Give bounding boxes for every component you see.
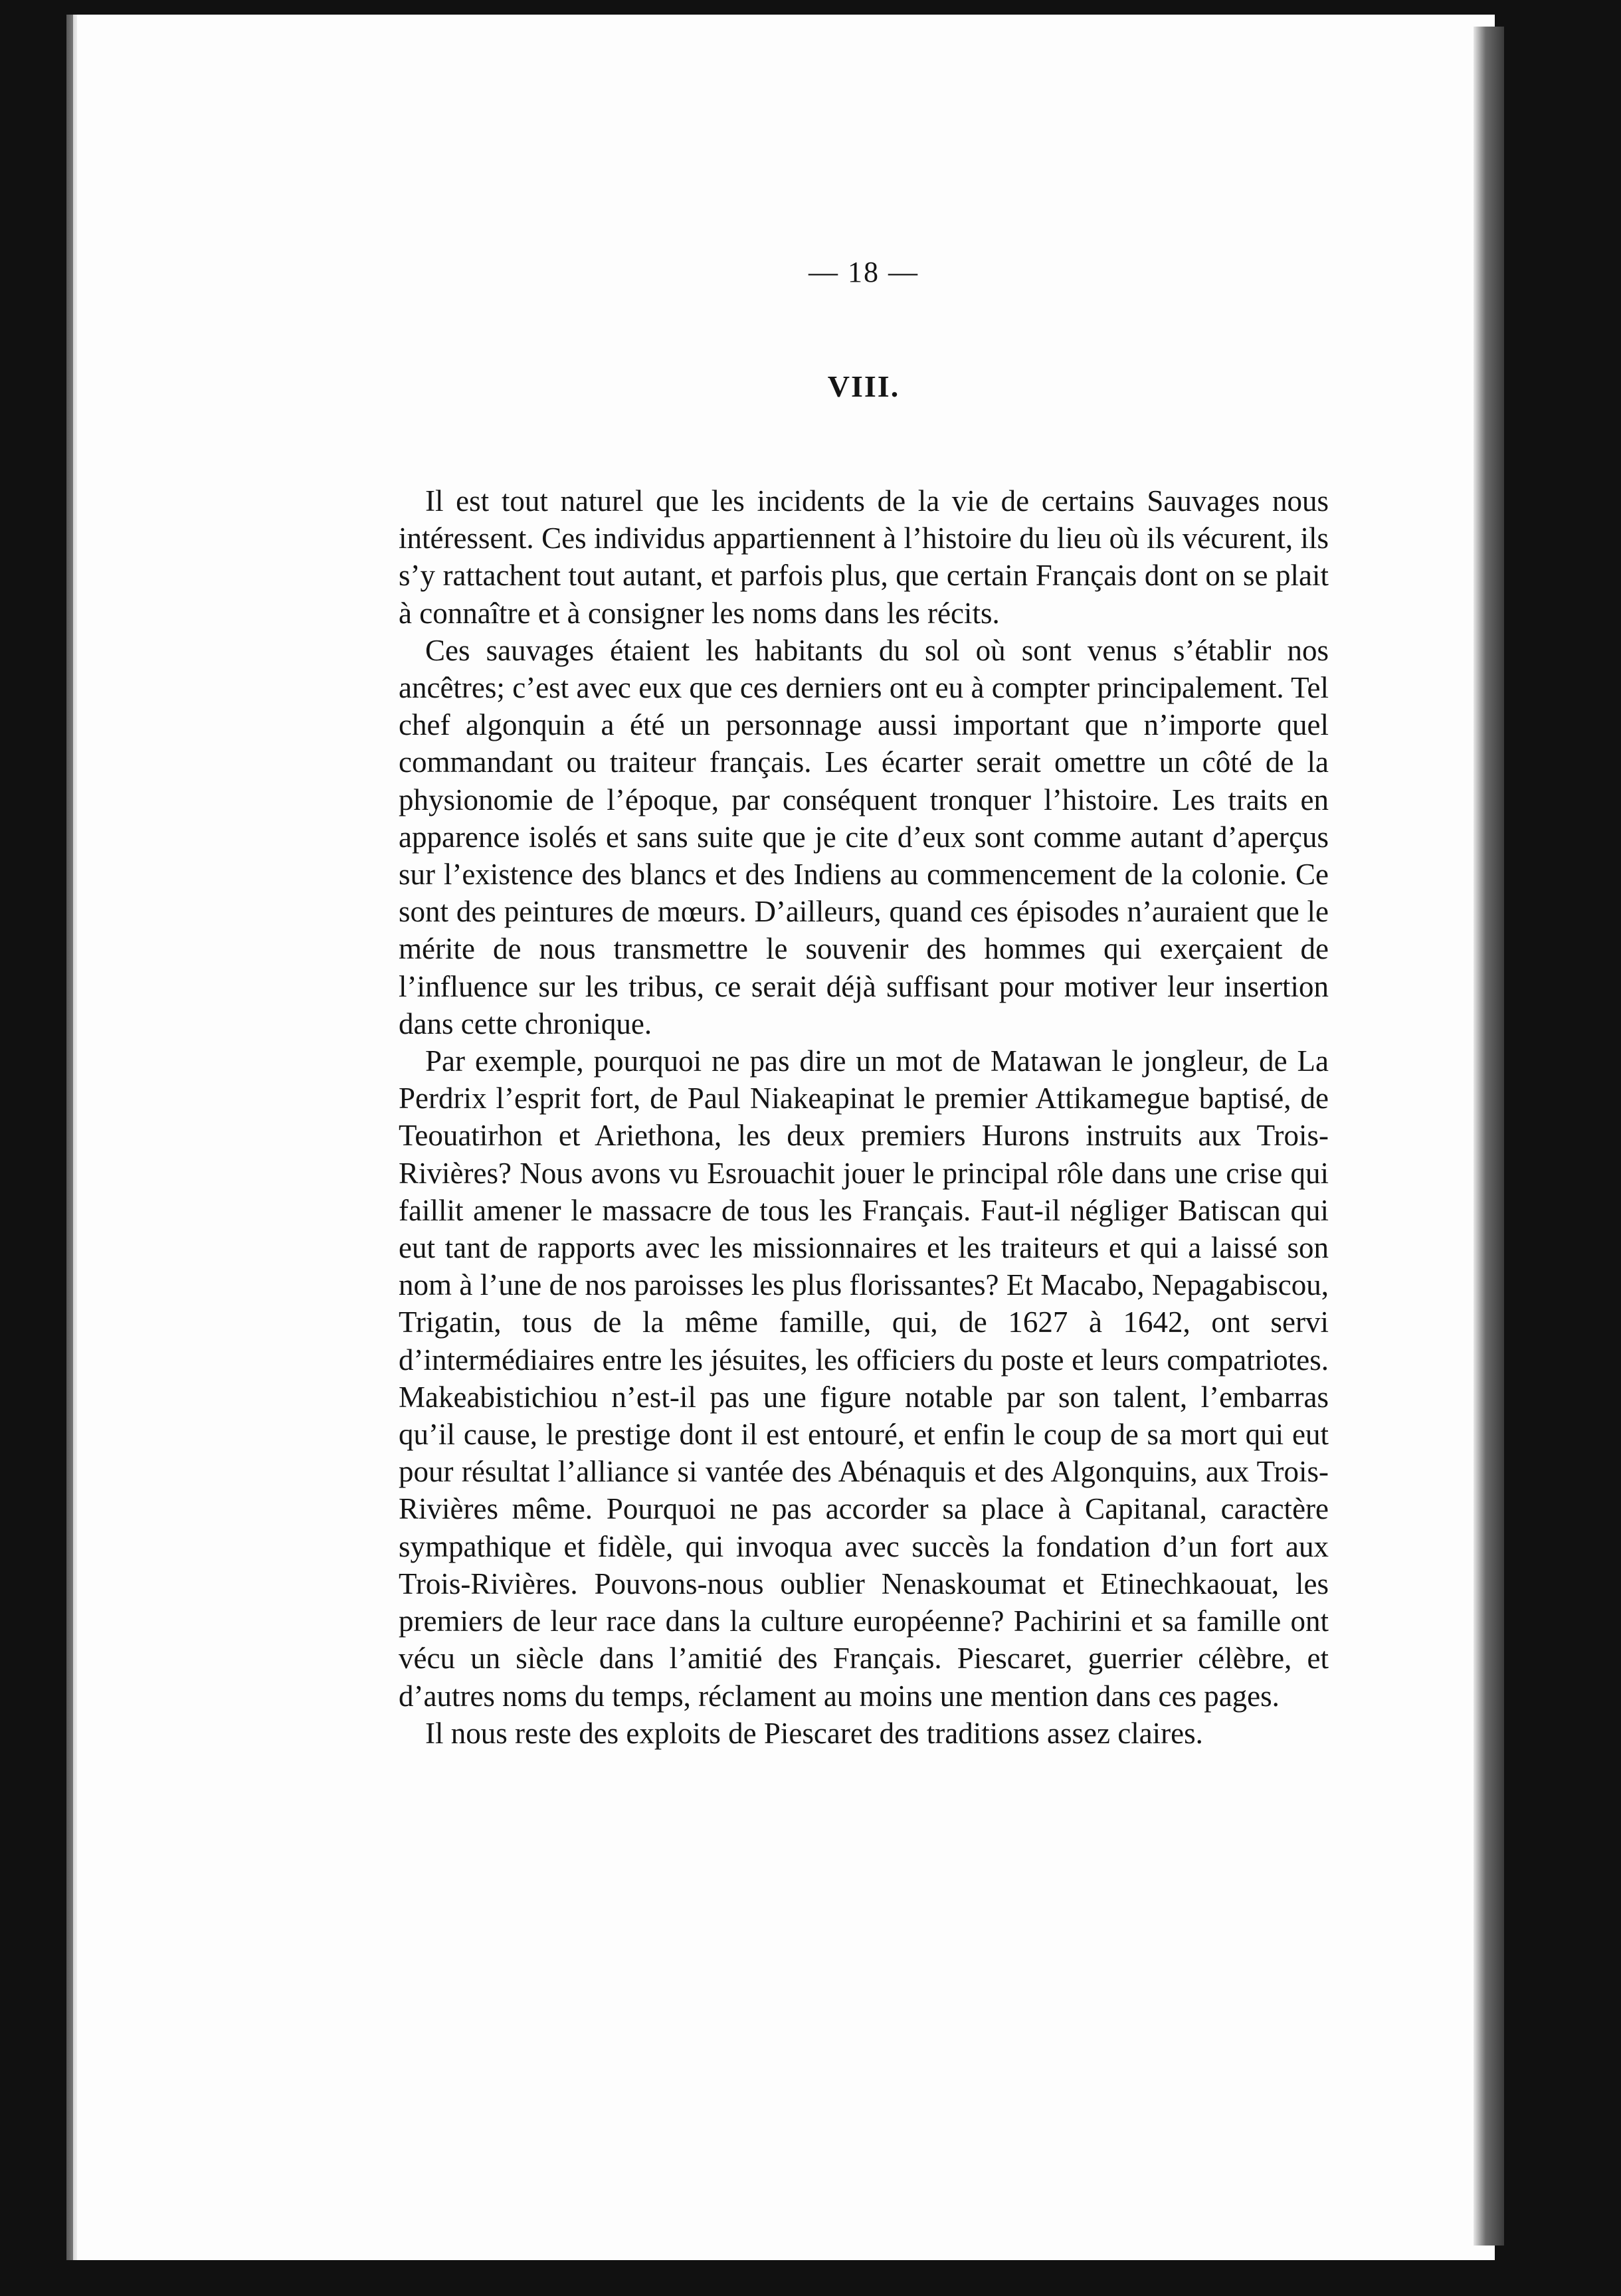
page-edge-shadow <box>1474 27 1504 2246</box>
paragraph-2: Ces sauvages étaient les habitants du sol où sont venus s’établir nos ancêtres; c’est avec eux que ces derniers ont eu à compter principalement. Tel chef algonquin a été un personnage aussi important que n’importe quel commandant ou traiteur français. Les écarter serait omettre un côté de la physionomie de l’époque, par conséquent tronquer l’histoire. Les traits en apparence isolés et sans suite que je cite d’eux sont comme autant d’aperçus sur l’existence des blancs et des Indiens au commencement de la colonie. Ce sont des peintures de mœurs. D’ailleurs, quand ces épisodes n’auraient que le mérite de nous transmettre le souvenir des hommes qui exerçaient de l’influence sur les tribus, ce serait déjà suffisant pour motiver leur insertion dans cette chronique. <box>399 633 1329 1040</box>
paragraph-1: Il est tout naturel que les incidents de la vie de certains Sauvages nous intéressent. Ces individus appartiennent à l’histoire du lieu où ils vécurent, ils s’y rattachent tout autant, et parfois plus, que certain Français dont on se plait à connaître et à consigner les noms dans les récits. <box>399 484 1329 630</box>
paragraph-4: Il nous reste des exploits de Piescaret des traditions assez claires. <box>425 1716 1203 1750</box>
page-number: — 18 — <box>809 256 919 288</box>
body-text <box>399 482 1329 1752</box>
section-heading: VIII. <box>827 369 900 403</box>
binding-shadow <box>66 15 77 2260</box>
page-content <box>399 252 1329 1752</box>
paragraph-3: Par exemple, pourquoi ne pas dire un mot de Matawan le jongleur, de La Perdrix l’esprit fort, de Paul Niakeapinat le premier Attikamegue baptisé, de Teouatirhon et Ariethona, les deux premiers Hurons instruits aux Trois-Rivières? Nous avons vu Esrouachit jouer le principal rôle dans une crise qui faillit amener le massacre de tous les Français. Faut-il négliger Batiscan qui eut tant de rapports avec les missionnaires et les traiteurs et qui a laissé son nom à l’une de nos paroisses les plus florissantes? Et Macabo, Nepagabiscou, Trigatin, tous de la même famille, qui, de 1627 à 1642, ont servi d’intermédiaires entre les jésuites, les officiers du poste et leurs compatriotes. Makeabistichiou n’est-il pas une figure notable par son talent, l’embarras qu’il cause, le prestige dont il est entouré, et enfin le coup de sa mort qui eut pour résultat l’alliance si vantée des Abénaquis et des Algonquins, aux Trois-Rivières même. Pourquoi ne pas accorder sa place à Capitanal, caractère sympathique et fidèle, qui invoqua avec succès la fondation d’un fort aux Trois-Rivières. Pouvons-nous oublier Nenaskoumat et Etinechkaouat, les premiers de leur race dans la culture européenne? Pachirini et sa famille ont vécu un siècle dans l’amitié des Français. Piescaret, guerrier célèbre, et d’autres noms du temps, réclament au moins une mention dans ces pages. <box>399 1044 1329 1713</box>
